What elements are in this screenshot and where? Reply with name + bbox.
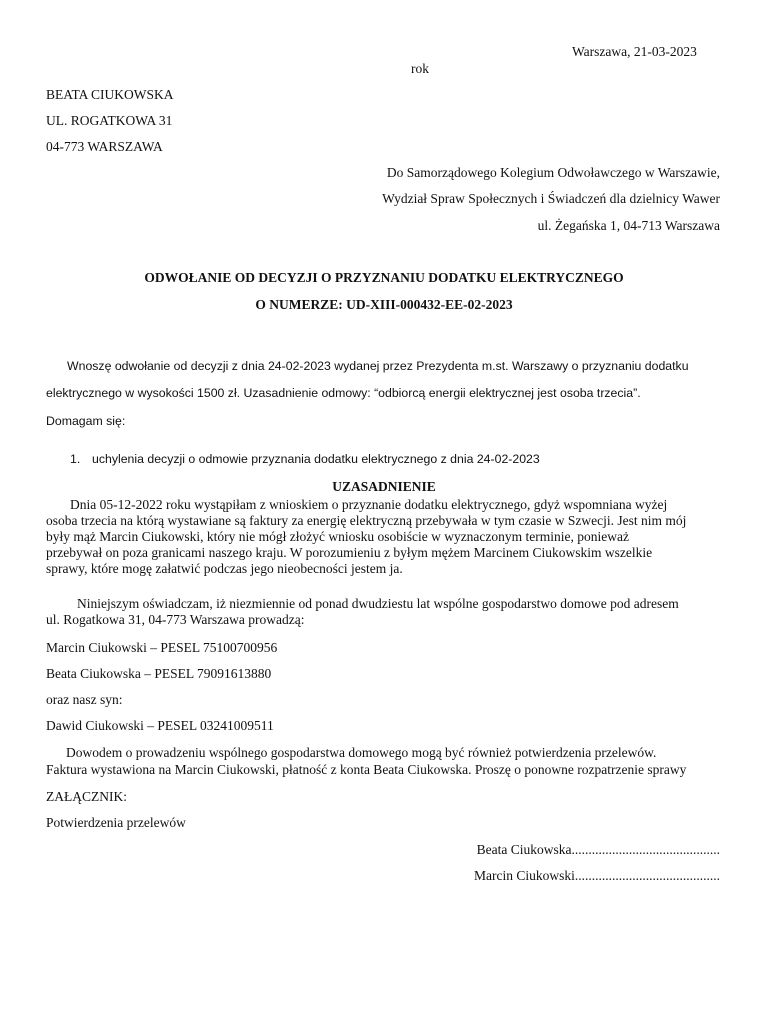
sender-street: UL. ROGATKOWA 31 xyxy=(46,113,173,128)
paragraph-line: osoba trzecia na którą wystawiane są faktury za energię elektryczną przebywała w tym czasie w Szwecji. Jest nim mój xyxy=(46,513,687,528)
paragraph-line: ul. Rogatkowa 31, 04-773 Warszawa prowadzą: xyxy=(46,612,305,627)
document-title: ODWOŁANIE OD DECYZJI O PRZYZNANIU DODATKU ELEKTRYCZNEGO xyxy=(144,270,624,285)
demand-text: uchylenia decyzji o odmowie przyznania dodatku elektrycznego z dnia 24-02-2023 xyxy=(92,452,540,466)
decision-number: O NUMERZE: UD-XIII-000432-EE-02-2023 xyxy=(255,297,513,312)
recipient-line-1: Do Samorządowego Kolegium Odwoławczego w Warszawie, xyxy=(386,165,720,180)
household-member-3: Dawid Ciukowski – PESEL 03241009511 xyxy=(46,718,274,733)
attachment-item: Potwierdzenia przelewów xyxy=(46,815,186,830)
paragraph-line: Dowodem o prowadzeniu wspólnego gospodarstwa domowego mogą być również potwierdzenia przelewów. xyxy=(66,745,657,760)
intro-line-1: Wnoszę odwołanie od decyzji z dnia 24-02-2023 wydanej przez Prezydenta m.st. Warszawy o przyznaniu dodatku xyxy=(67,359,689,373)
signature-beata: Beata Ciukowska............................................ xyxy=(476,842,720,857)
sender-city: 04-773 WARSZAWA xyxy=(46,139,163,154)
paragraph-line: sprawy, które mogę załatwić podczas jego nieobecności jestem ja. xyxy=(46,561,403,576)
demand-number: 1. xyxy=(70,452,81,466)
household-member-1: Marcin Ciukowski – PESEL 75100700956 xyxy=(46,640,278,655)
recipient-line-3: ul. Żegańska 1, 04-713 Warszawa xyxy=(537,218,720,233)
justification-heading: UZASADNIENIE xyxy=(332,479,436,494)
demand-label: Domagam się: xyxy=(46,414,126,428)
sender-name: BEATA CIUKOWSKA xyxy=(46,87,174,102)
recipient-line-2: Wydział Spraw Społecznych i Świadczeń dla dzielnicy Wawer xyxy=(382,191,720,206)
rok-label: rok xyxy=(411,61,429,76)
attachment-label: ZAŁĄCZNIK: xyxy=(46,789,127,804)
paragraph-line: Dnia 05-12-2022 roku wystąpiłam z wnioskiem o przyznanie dodatku elektrycznego, gdyż wspomniana wyżej xyxy=(70,497,668,512)
paragraph-line: były mąż Marcin Ciukowski, który nie mógł złożyć wniosku osobiście w wyznaczonym terminie, ponieważ xyxy=(46,529,629,544)
signature-marcin: Marcin Ciukowski........................................... xyxy=(474,868,720,883)
date-line: Warszawa, 21-03-2023 xyxy=(572,44,697,59)
paragraph-line: Niniejszym oświadczam, iż niezmiennie od ponad dwudziestu lat wspólne gospodarstwo domowe pod adresem xyxy=(77,596,679,611)
paragraph-line: Faktura wystawiona na Marcin Ciukowski, płatność z konta Beata Ciukowska. Proszę o ponowne rozpatrzenie sprawy xyxy=(46,762,687,777)
son-intro: oraz nasz syn: xyxy=(46,692,123,707)
paragraph-line: przebywał on poza granicami naszego kraju. W porozumieniu z byłym mężem Marcinem Ciukowskim wszelkie xyxy=(46,545,653,560)
household-member-2: Beata Ciukowska – PESEL 79091613880 xyxy=(46,666,272,681)
intro-line-2: elektrycznego w wysokości 1500 zł. Uzasadnienie odmowy: “odbiorcą energii elektrycznej jest osoba trzecia”. xyxy=(46,386,641,400)
